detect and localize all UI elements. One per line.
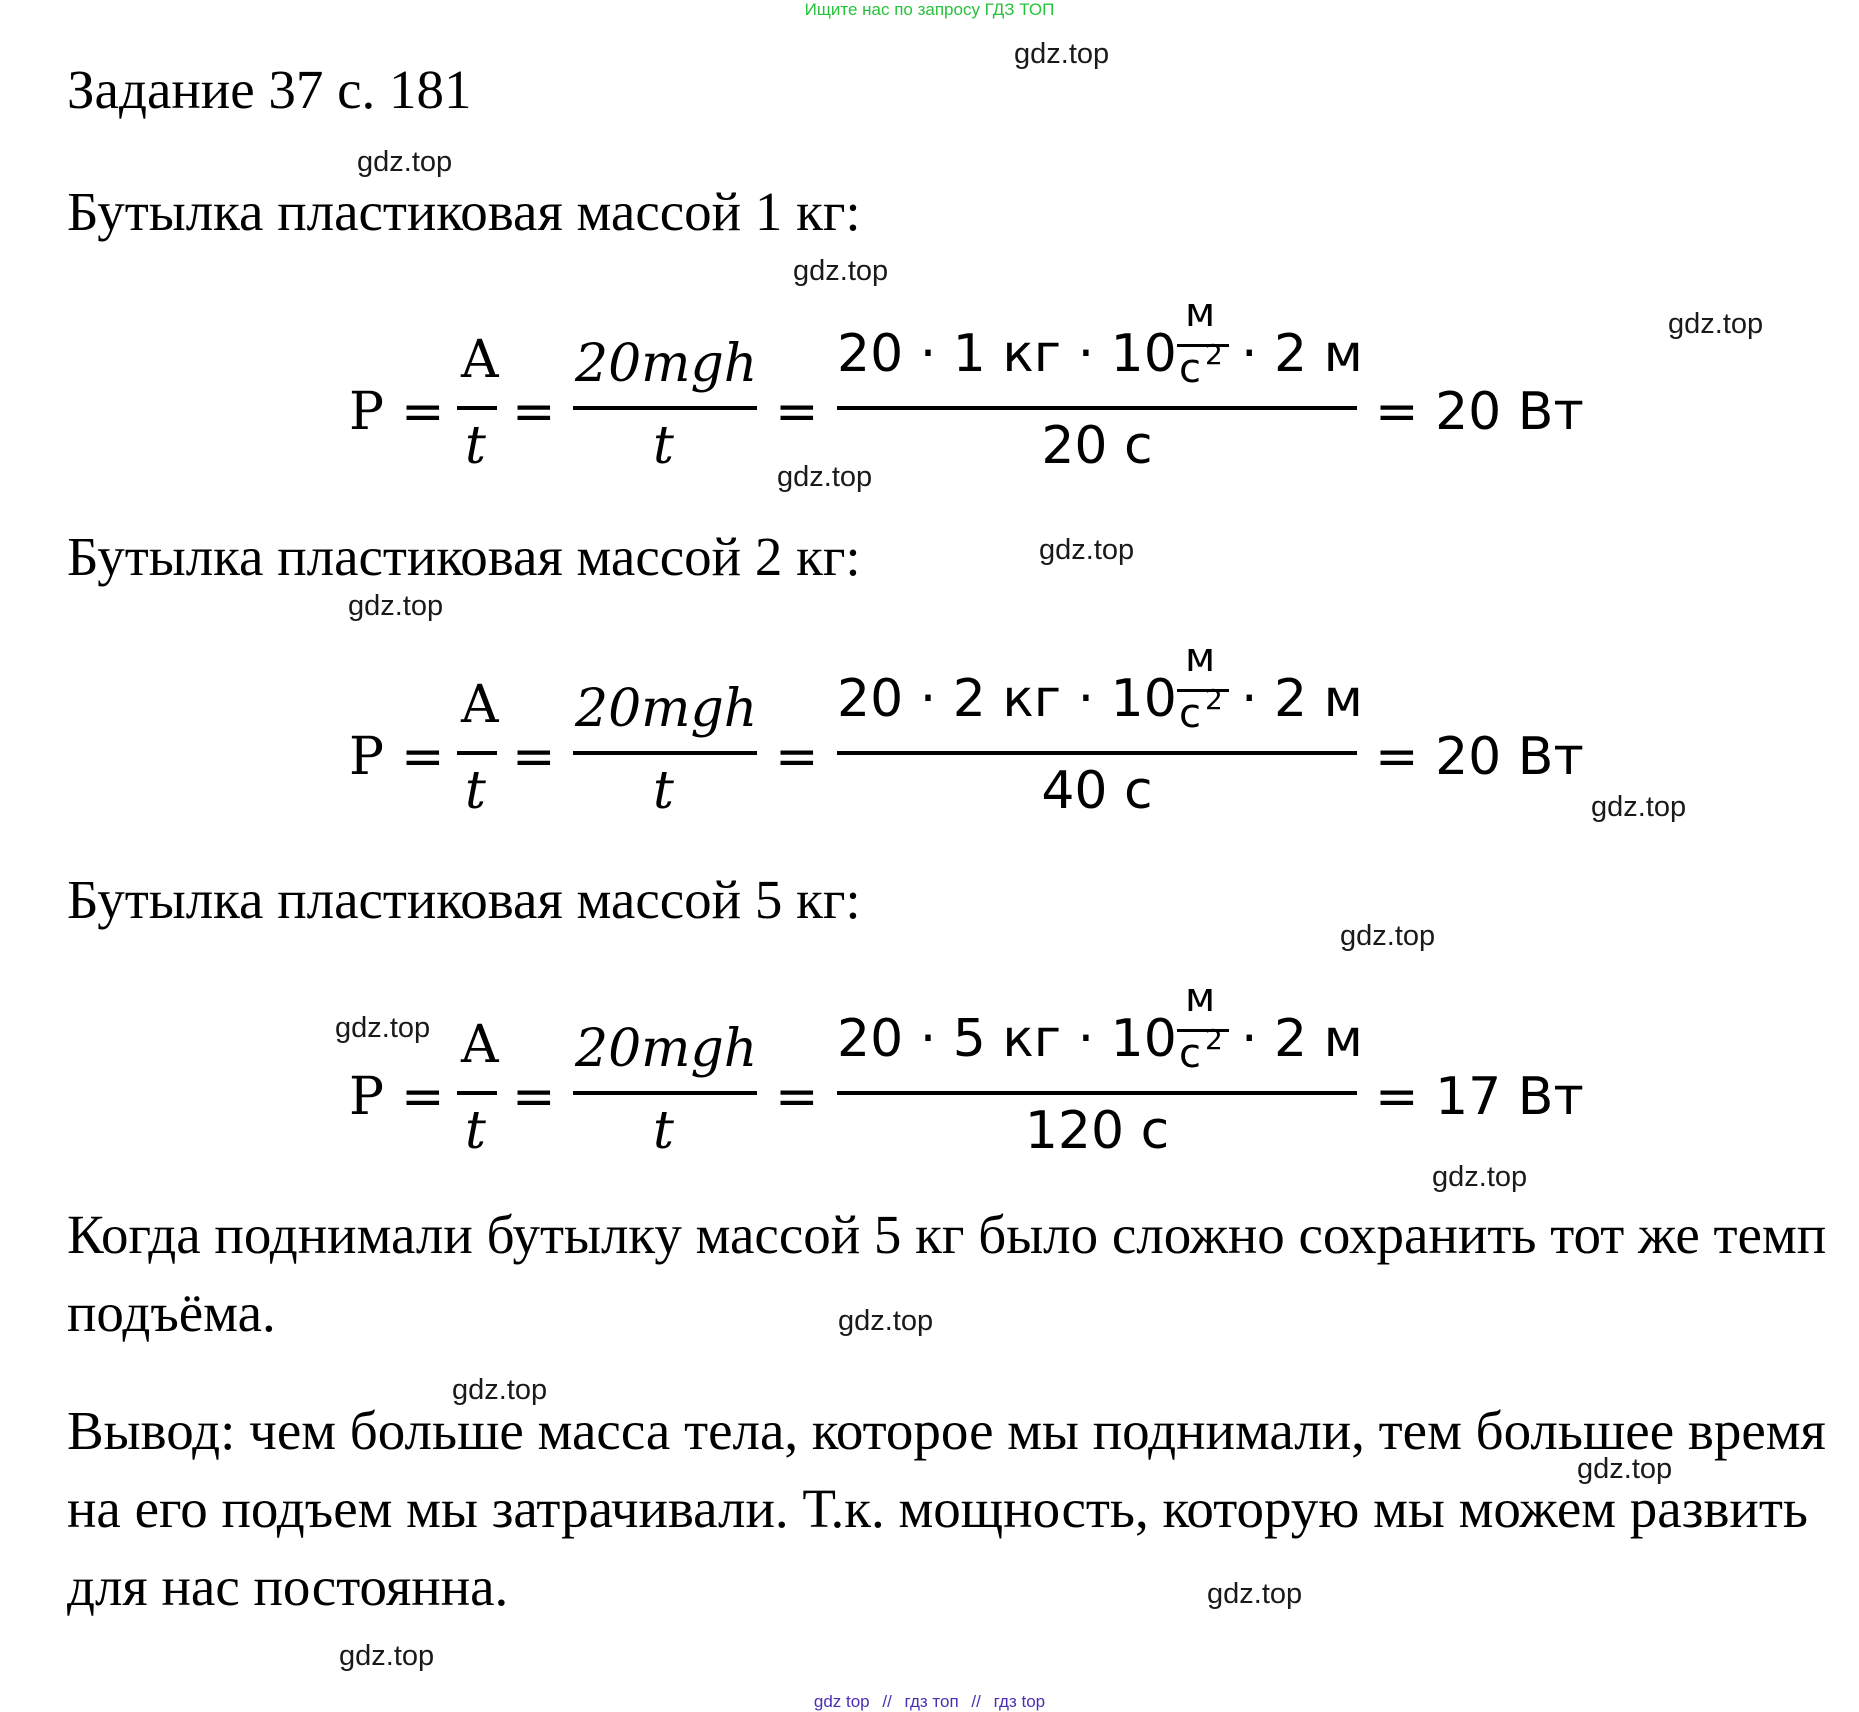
main-numerator-pre: 20 · 2 кг · 10 [837, 669, 1177, 729]
watermark: gdz.top [357, 146, 453, 178]
unit-exponent: 2 [1205, 338, 1223, 371]
watermark: gdz.top [1577, 1453, 1673, 1485]
formula-result: = 20 Вт [1375, 727, 1584, 787]
watermark: gdz.top [777, 461, 873, 493]
conclusion-paragraph: Вывод: чем больше масса тела, которое мы поднимали, тем большее время на его подъем мы затрачивали. Т.к. мощность, которую мы можем развить для нас постоянна. [67, 1400, 1826, 1617]
formula-lhs: P [349, 727, 384, 787]
unit-numerator: м [1185, 290, 1216, 336]
watermark: gdz.top [1039, 534, 1135, 566]
section-1-heading: Бутылка пластиковая массой 1 кг: [67, 181, 861, 242]
frac1-numerator: A [461, 1015, 499, 1075]
task-title: Задание 37 с. 181 [67, 59, 472, 120]
watermark: gdz.top [1340, 920, 1436, 952]
frac2-denominator: t [653, 416, 674, 476]
fraction-bar [457, 1091, 497, 1095]
frac1-numerator: A [461, 675, 499, 735]
equals-sign: = [401, 727, 445, 787]
watermark: gdz.top [335, 1012, 431, 1044]
unit-numerator: м [1185, 635, 1216, 681]
equals-sign: = [512, 727, 556, 787]
frac2-numerator: 20mgh [575, 334, 758, 394]
main-numerator-post: · 2 м [1241, 324, 1363, 384]
main-numerator-pre: 20 · 5 кг · 10 [837, 1009, 1177, 1069]
frac2-numerator: 20mgh [575, 679, 758, 739]
frac2-numerator: 20mgh [575, 1019, 758, 1079]
equals-sign: = [775, 727, 819, 787]
frac1-denominator: t [465, 761, 486, 821]
main-fraction-bar [837, 751, 1357, 755]
frac1-denominator: t [465, 1101, 486, 1161]
bottom-links [0, 1692, 1859, 1712]
formula-result: = 17 Вт [1375, 1067, 1584, 1127]
watermark: gdz.top [1432, 1161, 1528, 1193]
unit-denominator: с [1179, 691, 1201, 737]
watermark: gdz.top [1591, 791, 1687, 823]
unit-numerator: м [1185, 975, 1216, 1021]
unit-exponent: 2 [1205, 1023, 1223, 1056]
equals-sign: = [401, 1067, 445, 1127]
watermark: gdz.top [348, 590, 444, 622]
main-denominator: 120 с [1024, 1101, 1170, 1161]
fraction-bar [457, 406, 497, 410]
bottom-link-separator: // [882, 1692, 892, 1711]
section-3-heading: Бутылка пластиковая массой 5 кг: [67, 869, 861, 930]
observation-paragraph: Когда поднимали бутылку массой 5 кг было сложно сохранить тот же темп подъёма. [67, 1204, 1827, 1343]
formula-lhs: P [349, 1067, 384, 1127]
watermark: gdz.top [793, 255, 889, 287]
main-fraction-bar [837, 406, 1357, 410]
frac1-numerator: A [461, 330, 499, 390]
main-numerator-post: · 2 м [1241, 1009, 1363, 1069]
section-1-formula [349, 290, 1619, 500]
unit-exponent: 2 [1205, 683, 1223, 716]
main-numerator-pre: 20 · 1 кг · 10 [837, 324, 1177, 384]
bottom-link[interactable]: gdz top [813, 1692, 870, 1711]
fraction-bar [573, 751, 757, 755]
section-3-formula [349, 975, 1619, 1185]
frac2-denominator: t [653, 761, 674, 821]
watermark: gdz.top [339, 1640, 435, 1672]
unit-denominator: с [1179, 1031, 1201, 1077]
watermark: gdz.top [452, 1374, 548, 1406]
top-banner: Ищите нас по запросу ГДЗ ТОП [804, 0, 1055, 19]
fraction-bar [573, 1091, 757, 1095]
section-2-formula [349, 635, 1619, 845]
watermark: gdz.top [1014, 38, 1110, 70]
frac2-denominator: t [653, 1101, 674, 1161]
bottom-link[interactable]: гдз top [993, 1692, 1046, 1711]
equals-sign: = [512, 1067, 556, 1127]
frac1-denominator: t [465, 416, 486, 476]
equals-sign: = [512, 382, 556, 442]
main-denominator: 40 с [1041, 761, 1153, 821]
fraction-bar [573, 406, 757, 410]
equals-sign: = [401, 382, 445, 442]
main-denominator: 20 с [1041, 416, 1153, 476]
watermark: gdz.top [1207, 1578, 1303, 1610]
equals-sign: = [775, 1067, 819, 1127]
section-2-heading: Бутылка пластиковая массой 2 кг: [67, 526, 861, 587]
watermark: gdz.top [838, 1305, 934, 1337]
fraction-bar [457, 751, 497, 755]
watermark: gdz.top [1668, 308, 1764, 340]
bottom-link-separator: // [971, 1692, 981, 1711]
unit-denominator: с [1179, 346, 1201, 392]
main-fraction-bar [837, 1091, 1357, 1095]
equals-sign: = [775, 382, 819, 442]
main-numerator-post: · 2 м [1241, 669, 1363, 729]
formula-result: = 20 Вт [1375, 382, 1584, 442]
formula-lhs: P [349, 382, 384, 442]
bottom-link[interactable]: гдз топ [904, 1692, 959, 1711]
